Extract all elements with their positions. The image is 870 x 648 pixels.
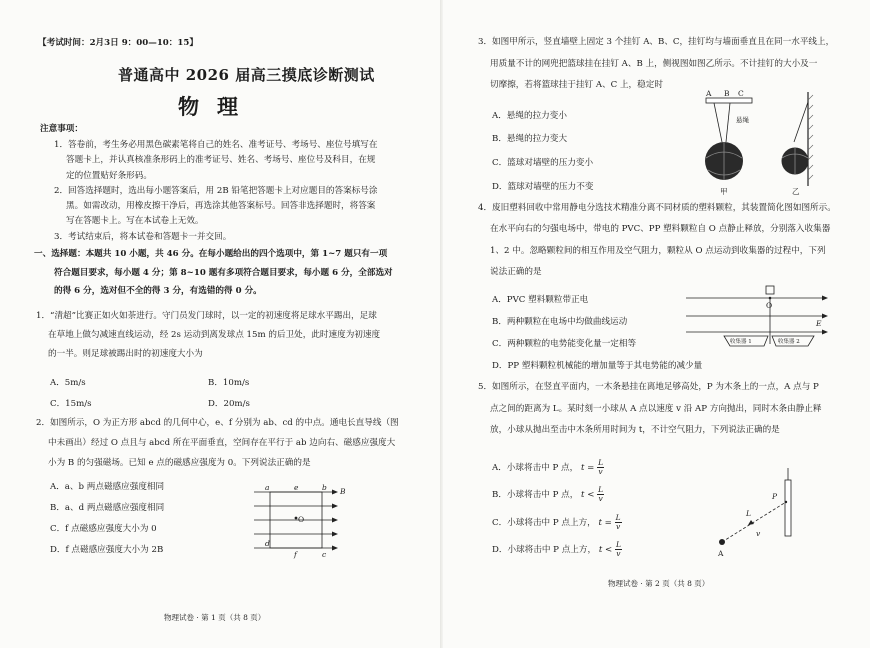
- fraction-numerator: L: [615, 540, 621, 549]
- question-5: [478, 382, 821, 447]
- q2-option-a[interactable]: A．a、b 两点磁感应强度相同: [50, 482, 165, 492]
- notice-line: 定的位置贴好条形码。: [66, 170, 152, 181]
- question-3-line: 3．如图甲所示，竖直墙壁上固定 3 个挂钉 A、B、C，挂钉均与墙面垂直且在同一水平线上，: [478, 37, 835, 47]
- q5-option-a-relation: t =: [580, 463, 595, 473]
- q5-option-c-relation: t =: [598, 518, 612, 528]
- question-4-line: 4．废旧塑料回收中常用静电分选技术精准分离不同材质的塑料颗粒，其装置简化图如图所示。: [478, 203, 836, 213]
- notice-line: 1．答卷前，考生务必用黑色碳素笔将自己的姓名、准考证号、考场号、座位号填写在: [54, 140, 378, 150]
- q2-option-b[interactable]: B．a、d 两点磁感应强度相同: [50, 503, 165, 513]
- q1-option-a[interactable]: A．5m/s: [50, 378, 86, 388]
- question-5-line: 点之间的距离为 L。某时刻一小球从 A 点以速度 v 沿 AP 方向抛出，同时木条由静止释: [490, 403, 822, 414]
- q4-option-d[interactable]: D．PP 塑料颗粒机械能的增加量等于其电势能的减少量: [492, 361, 703, 371]
- fraction-numerator: L: [598, 485, 604, 494]
- page-fold: [440, 0, 443, 648]
- question-2-line: 中未画出）经过 O 点且与 abcd 所在平面垂直，空间存在平行于 ab 边向右、磁感应强度大: [48, 438, 396, 448]
- q5-option-d[interactable]: [492, 541, 622, 558]
- hook-bar: [706, 98, 752, 103]
- notice-line: 写在答题卡上。写在本试卷上无效。: [66, 216, 204, 227]
- q1-option-d[interactable]: D．20m/s: [208, 399, 250, 409]
- question-2-line: 2．如图所示，O 为正方形 abcd 的几何中心，e、f 分别为 ab、cd 的中点。通电长直导线（图: [36, 418, 399, 428]
- label-hook-A: A: [706, 89, 712, 98]
- q1-option-c[interactable]: C．15m/s: [50, 399, 92, 409]
- label-hook-B: B: [724, 89, 730, 98]
- q5-option-c[interactable]: [492, 514, 622, 531]
- exam-time: 【考试时间：2月3日 9：00—10：15】: [38, 38, 198, 48]
- question-4-line: 说法正确的是: [490, 266, 542, 277]
- notice-line: 3．考试结束后，将本试卷和答题卡一并交回。: [54, 231, 232, 242]
- label-yi: 乙: [792, 187, 800, 196]
- question-1-line: 在草地上做匀减速直线运动，经 2s 运动到离发球点 15m 的后卫处，此时速度为初速度: [48, 330, 381, 340]
- wood-strip: [785, 480, 791, 536]
- label-L: L: [746, 509, 751, 518]
- question-1-line: 的一半。则足球被踢出时的初速度大小为: [48, 349, 203, 359]
- question-5-line: 放，小球从抛出至击中木条所用时间为 t，不计空气阻力，下列说法正确的是: [490, 425, 780, 435]
- fraction-numerator: L: [598, 458, 604, 467]
- question-5-line: 5．如图所示，在竖直平面内，一木条悬挂在离地足够高处，P 为木条上的一点，A 点与 P: [478, 382, 819, 392]
- q4-option-c[interactable]: C．两种颗粒的电势能变化量一定相等: [492, 339, 637, 349]
- question-2-line: 小为 B 的匀强磁场。已知 e 点的磁感应强度为 0。下列说法正确的是: [48, 458, 311, 468]
- q5-option-d-fraction: [615, 541, 622, 558]
- question-1: [36, 311, 380, 368]
- label-P: P: [772, 492, 778, 501]
- label-collector-1: 收集器 1: [730, 339, 752, 345]
- q3-option-b[interactable]: B．悬绳的拉力变大: [492, 134, 568, 144]
- q5-option-c-fraction: [615, 514, 622, 531]
- q2-square-field-figure: [254, 480, 344, 560]
- section-line: 符合题目要求，每小题 4 分；第 8~10 题有多项符合题目要求，每小题 6 分，全部选对: [54, 267, 393, 278]
- q5-option-b-fraction: [597, 486, 604, 503]
- page-1-footer: 物理试卷 · 第 1 页（共 8 页）: [164, 613, 266, 622]
- exam-title: 普通高中 2026 届高三摸底诊断测试: [118, 66, 375, 84]
- q5-option-c-text: C．小球将击中 P 点上方，: [492, 518, 596, 528]
- ball-A: [719, 539, 725, 545]
- q1-option-b[interactable]: B．10m/s: [208, 378, 250, 388]
- label-hook-C: C: [738, 89, 744, 98]
- notice-heading: 注意事项：: [40, 124, 83, 134]
- fraction-numerator: L: [615, 513, 621, 522]
- label-v: v: [756, 529, 761, 538]
- q2-option-c[interactable]: C．f 点磁感应强度大小为 0: [50, 524, 157, 534]
- q4-option-a[interactable]: A．PVC 塑料颗粒带正电: [492, 295, 589, 305]
- question-4-line: 1、2 中。忽略颗粒间的相互作用及空气阻力，颗粒从 O 点运动到收集器的过程中，下列: [490, 245, 826, 256]
- notice-line: 2．回答选择题时，选出每小题答案后，用 2B 铅笔把答题卡上对应题目的答案标号涂: [54, 185, 378, 196]
- label-a: a: [265, 483, 270, 492]
- q5-option-a-text: A．小球将击中 P 点，: [492, 463, 579, 473]
- label-c: c: [322, 550, 327, 559]
- q5-option-b-text: B．小球将击中 P 点，: [492, 490, 579, 500]
- label-collector-2: 收集器 2: [778, 339, 800, 345]
- section-line: 一、选择题：本题共 10 小题，共 46 分。在每小题给出的四个选项中，第 1~7 题只有一项: [34, 249, 388, 259]
- question-2: [36, 418, 399, 478]
- question-3-line: 切摩擦，若将篮球挂于挂钉 A、C 上，稳定时: [490, 80, 663, 90]
- q3-option-d[interactable]: D．篮球对墙壁的压力不变: [492, 182, 594, 192]
- notice-line: 答题卡上，并认真核准条形码上的准考证号、姓名、考场号、座位号及科目，在规: [66, 155, 376, 166]
- fraction-denominator: v: [615, 522, 621, 531]
- q5-option-a[interactable]: [492, 459, 604, 476]
- fraction-denominator: v: [616, 549, 621, 558]
- q3-option-c[interactable]: C．篮球对墙壁的压力变小: [492, 158, 594, 168]
- hopper: [766, 286, 774, 294]
- question-3-line: 用质量不计的网兜把篮球挂在挂钉 A、B 上，侧视图如图乙所示。不计挂钉的大小及一: [490, 58, 818, 69]
- q5-projectile-figure: [708, 466, 808, 562]
- label-O: O: [298, 515, 305, 524]
- subject-title: 物理: [178, 94, 256, 119]
- fraction-denominator: v: [598, 467, 603, 476]
- q5-option-a-fraction: [597, 459, 604, 476]
- label-f: f: [294, 550, 297, 559]
- label-d: d: [265, 539, 270, 548]
- label-e: e: [294, 483, 299, 492]
- label-E: E: [816, 319, 822, 328]
- q4-option-b[interactable]: B．两种颗粒在电场中均做曲线运动: [492, 317, 628, 327]
- q5-option-b[interactable]: [492, 486, 604, 503]
- section-line: 的得 6 分，选对但不全的得 3 分，有选错的得 0 分。: [54, 286, 262, 296]
- page-2-footer: 物理试卷 · 第 2 页（共 8 页）: [608, 579, 710, 588]
- label-rope: 悬绳: [736, 116, 749, 124]
- label-b: b: [322, 483, 327, 492]
- q3-basketball-figure: [700, 86, 840, 200]
- label-O: O: [766, 301, 773, 310]
- q3-option-a[interactable]: A．悬绳的拉力变小: [492, 111, 567, 121]
- figure-jia: [705, 98, 752, 180]
- section-intro: [34, 249, 393, 305]
- label-A: A: [718, 549, 724, 558]
- question-1-line: 1．“清超”比赛正如火如荼进行。守门员发门球时，以一定的初速度将足球水平踢出，足球: [36, 311, 377, 321]
- q5-option-b-relation: t <: [581, 490, 595, 500]
- question-4-line: 在水平向右的匀强电场中，带电的 PVC、PP 塑料颗粒自 O 点静止释放，分别落入收集器: [490, 224, 831, 235]
- label-B: B: [340, 487, 346, 496]
- label-jia: 甲: [720, 187, 728, 196]
- line-AP: [722, 502, 786, 542]
- figure-yi: [782, 92, 814, 186]
- q5-option-d-relation: t <: [598, 545, 613, 555]
- q2-option-d[interactable]: D．f 点磁感应强度大小为 2B: [50, 545, 164, 555]
- q5-option-d-text: D．小球将击中 P 点上方，: [492, 545, 597, 555]
- q4-separator-figure: [682, 280, 832, 356]
- question-4: [478, 203, 836, 288]
- notice-line: 黑。如需改动，用橡皮擦干净后，再选涂其他答案标号。回答非选择题时，将答案: [66, 201, 376, 212]
- fraction-denominator: v: [598, 494, 603, 503]
- notice-list: [54, 140, 378, 247]
